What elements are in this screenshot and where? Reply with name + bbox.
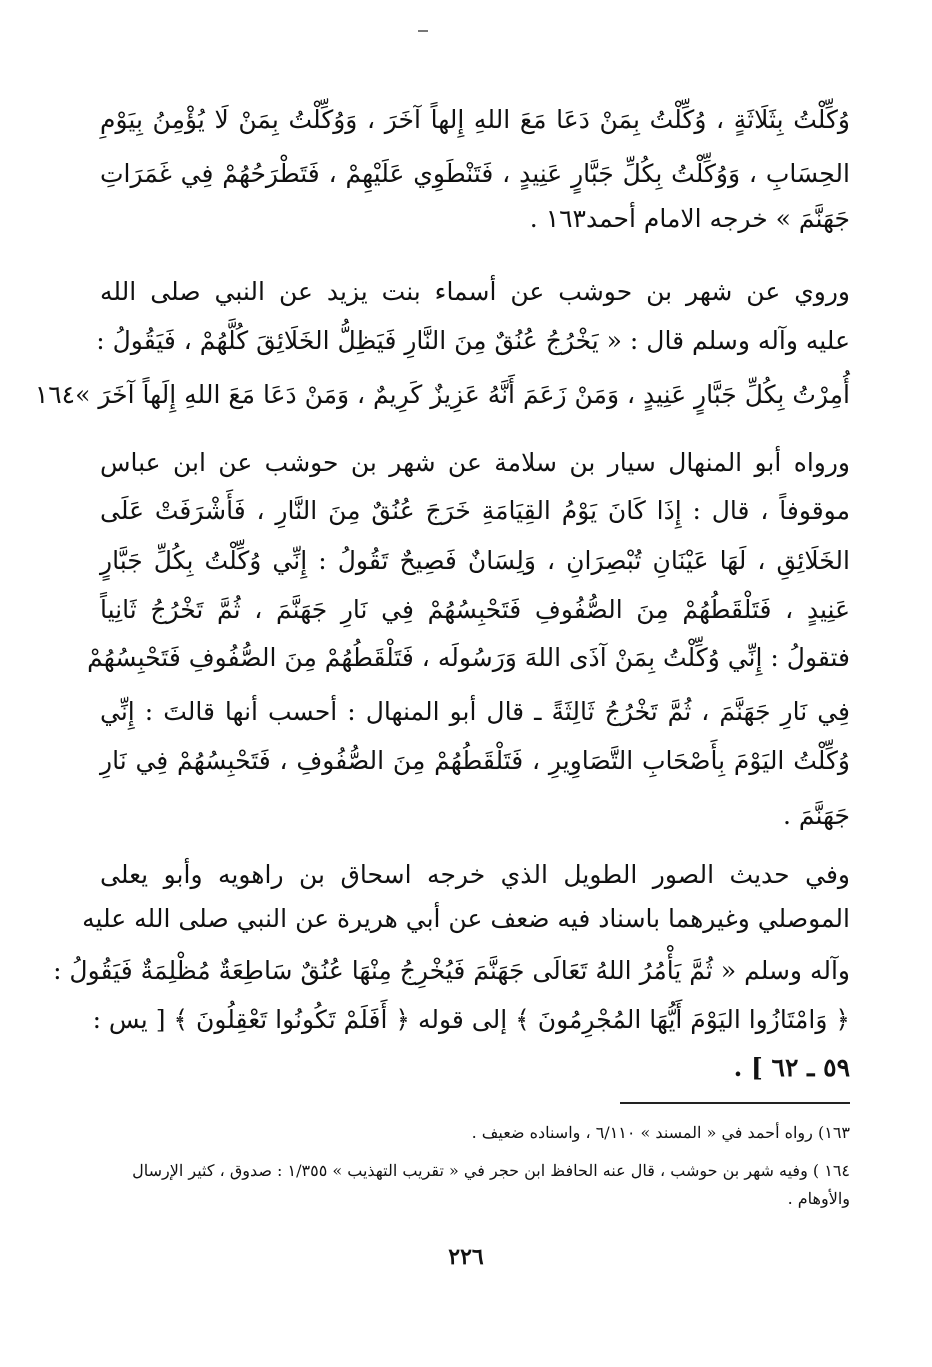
text-line: ٥٩ ـ ٦٢ ] . <box>733 1053 850 1082</box>
footnote: ١٦٤ ) وفيه شهر بن حوشب ، قال عنه الحافظ ابن حجر في « تقريب التهذيب » ١/٣٥٥ : صدوق ، كثير الإرسال <box>132 1161 850 1180</box>
text-line: عَنِيدٍ ، فَتَلْقَطُهُمْ مِنَ الصُّفُوفِ فَتَحْبِسُهُمْ فِي نَارِ جَهَنَّمَ ، ثُمَّ تَخْرُجُ ثَانِياً <box>100 595 850 624</box>
text-line: فتقولُ : إِنِّي وُكِّلْتُ بِمَنْ آذَى اللهَ وَرَسُولَه ، فَتَلْقَطُهُمْ مِنَ الصُّفُوفِ فَتَحْبِسُهُمْ <box>87 643 850 672</box>
text-line: جَهَنَّمَ . <box>782 801 850 830</box>
top-mark <box>418 30 428 32</box>
text-line: وُكِّلْتُ اليَوْمَ بِأَصْحَابِ التَّصَاوِيرِ ، فَتَلْقَطُهُمْ مِنَ الصُّفُوفِ ، فَتَحْبِسُهُمْ فِي نَارِ <box>100 746 850 775</box>
text-line: فِي نَارِ جَهَنَّمَ ، ثُمَّ تَخْرُجُ ثَالِثَةً ـ قال أبو المنهال : أحسب أنها قالتَ : إِنِّي <box>100 697 850 726</box>
page-number: ٢٢٦ <box>448 1244 484 1270</box>
text-line: الخَلَائِقِ ، لَهَا عَيْنَانِ تُبْصِرَانِ ، وَلِسَانٌ فَصِيحٌ تَقُولُ : إِنِّي وُكِّلْتُ بِكُلِّ جَبَّارٍ <box>100 546 850 575</box>
text-line: جَهَنَّمَ » خرجه الامام أحمد١٦٣ . <box>529 204 850 233</box>
footnote-divider <box>620 1102 850 1104</box>
text-line: ورواه أبو المنهال سيار بن سلامة عن شهر بن حوشب عن ابن عباس <box>100 448 850 477</box>
footnote: والأوهام . <box>787 1189 850 1208</box>
footnote: ١٦٣) رواه أحمد في « المسند » ٦/١١٠ ، واسناده ضعيف . <box>471 1123 850 1142</box>
text-line: الموصلي وغيرهما باسناد فيه ضعف عن أبي هريرة عن النبي صلى الله عليه <box>82 904 850 933</box>
text-line: وفي حديث الصور الطويل الذي خرجه اسحاق بن راهويه وأبو يعلى <box>100 860 850 889</box>
text-line: وروي عن شهر بن حوشب عن أسماء بنت يزيد عن النبي صلى الله <box>100 277 850 306</box>
text-line: أُمِرْتُ بِكُلِّ جَبَّارٍ عَنِيدٍ ، وَمَنْ زَعَمَ أَنَّهُ عَزِيزٌ كَرِيمٌ ، وَمَنْ دَعَا مَعَ اللهِ إِلَهاً آخَرَ »١٦٤ <box>34 380 850 409</box>
text-line: ﴿ وَامْتَازُوا اليَوْمَ أَيُّهَا المُجْرِمُونَ ﴾ إلى قوله ﴿ أَفَلَمْ تَكُونُوا تَعْقِلُونَ ﴾ [ يس : <box>92 1005 850 1034</box>
text-line: وآله وسلم « ثُمَّ يَأْمُرُ اللهُ تَعَالَى جَهَنَّمَ فَيُخْرِجُ مِنْهَا عُنُقٌ سَاطِعَةٌ مُظْلِمَةٌ فَيَقُولُ : <box>53 956 850 985</box>
text-line: عليه وآله وسلم قال : « يَخْرُجُ عُنُقٌ مِنَ النَّارِ فَيَظِلُّ الخَلَائِقَ كُلَّهُمْ ، فَيَقُولُ : <box>96 326 850 355</box>
text-line: موقوفاً ، قال : إِذَا كَانَ يَوْمُ القِيَامَةِ خَرَجَ عُنُقٌ مِنَ النَّارِ ، فَأَشْرَفَتْ عَلَى <box>100 496 850 525</box>
text-line: الحِسَابِ ، وَوُكِّلْتُ بِكُلِّ جَبَّارٍ عَنِيدٍ ، فَتَنْطَوِي عَلَيْهِمْ ، فَتَطْرَحُهُمْ فِي غَمَرَاتِ <box>100 159 850 188</box>
text-line: وُكِّلْتُ بِثَلَاثَةٍ ، وُكِّلْتُ بِمَنْ دَعَا مَعَ اللهِ إِلهاً آخَرَ ، وَوُكِّلْتُ بِمَنْ لَا يُؤْمِنُ بِيَوْمِ <box>100 105 850 134</box>
